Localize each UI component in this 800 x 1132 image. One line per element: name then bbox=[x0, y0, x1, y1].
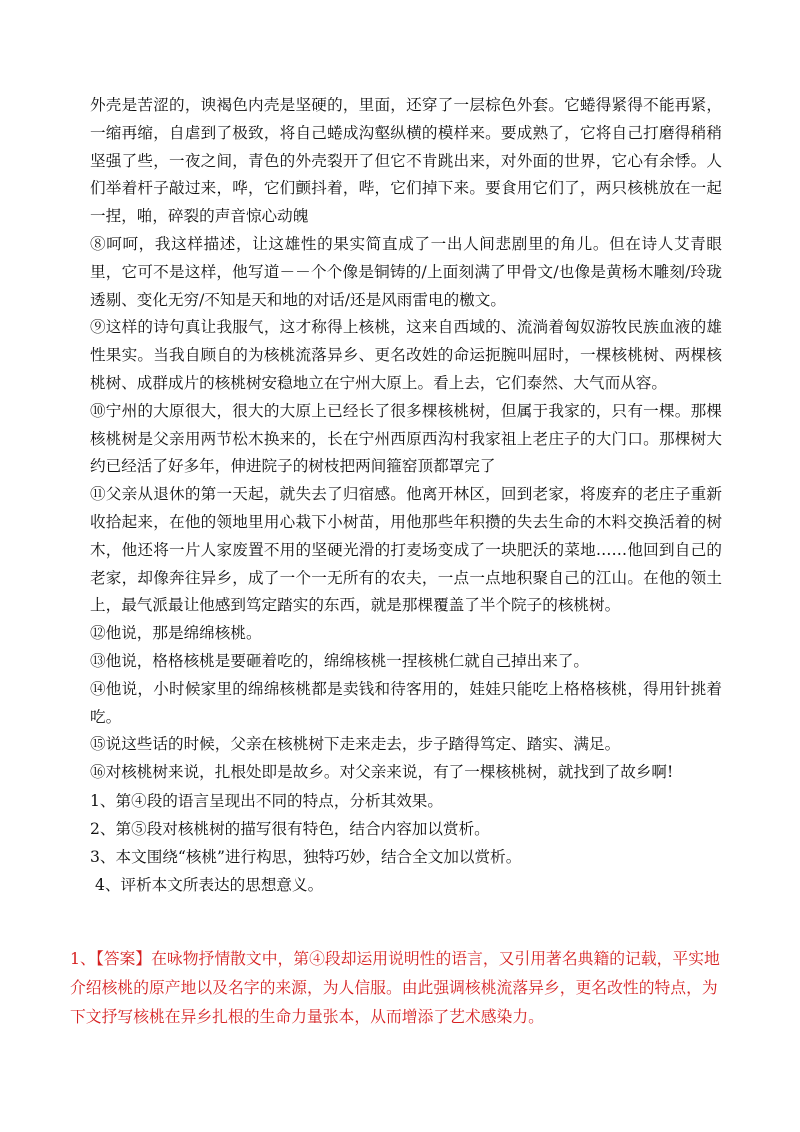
question-1: 1、第④段的语言呈现出不同的特点，分析其效果。 bbox=[90, 791, 443, 810]
answer-1: 1、【答案】在咏物抒情散文中，第④段却运用说明性的语言，又引用著名典籍的记载，平实地介绍核桃的原产地以及名字的来源，为人信服。由此强调核桃流落异乡，更名改性的特点，为下文抒写核桃在异乡扎根的生命力量张本，从而增添了艺术感染力。 bbox=[70, 949, 720, 1026]
passage-paragraph-11: ⑪父亲从退休的第一天起，就失去了归宿感。他离开林区，回到老家，将废弃的老庄子重新收拾起来，在他的领地里用心栽下小树苗，用他那些年积攒的失去生命的木料交换活着的树木，他还将一片人家废置不用的坚硬光滑的打麦场变成了一块肥沃的菜地……他回到自己的老家，却像奔往异乡，成了一个一无所有的农夫，一点一点地积聚自己的江山。在他的领土上，最气派最让他感到笃定踏实的东西，就是那棵覆盖了半个院子的核桃树。 bbox=[90, 485, 722, 615]
passage-paragraph-16: ⑯对核桃树来说，扎根处即是故乡。对父亲来说，有了一棵核桃树，就找到了故乡啊! bbox=[90, 763, 674, 782]
question-3: 3、本文围绕“核桃”进行构思，独特巧妙，结合全文加以赏析。 bbox=[90, 847, 522, 866]
passage-paragraph-continued: 外壳是苦涩的，谀褐色内壳是坚硬的，里面，还穿了一层棕色外套。它蜷得紧得不能再紧，一缩再缩，自虐到了极致，将自己蜷成沟壑纵横的模样来。要成熟了，它将自己打磨得稍稍坚强了些，一夜之间，青色的外壳裂开了但它不肯跳出来，对外面的世界，它心有余悸。人们举着杆子敲过来，哗，它们颤抖着，哔，它们掉下来。要食用它们了，两只核桃放在一起一捏，啪，碎裂的声音惊心动魄 bbox=[90, 96, 722, 226]
passage-paragraph-14: ⑭他说，小时候家里的绵绵核桃都是卖钱和待客用的，娃娃只能吃上格格核桃，得用针挑着吃。 bbox=[90, 679, 722, 726]
passage-paragraph-15: ⑮说这些话的时候，父亲在核桃树下走来走去，步子踏得笃定、踏实、满足。 bbox=[90, 735, 621, 754]
question-4: 4、评析本文所表达的思想意义。 bbox=[90, 875, 324, 894]
passage-paragraph-12: ⑫他说，那是绵绵核桃。 bbox=[90, 624, 262, 643]
passage-paragraph-8: ⑧呵呵，我这样描述，让这雄性的果实简直成了一出人间悲剧里的角儿。但在诗人艾青眼里，它可不是这样，他写道－－个个像是铜铸的/上面刻满了甲骨文/也像是黄杨木雕刻/玲珑透剔、变化无穷/不知是天和地的对话/还是风雨雷电的檄文。 bbox=[90, 234, 722, 309]
passage bbox=[90, 92, 722, 899]
passage-paragraph-9: ⑨这样的诗句真让我服气，这才称得上核桃，这来自西域的、流淌着匈奴游牧民族血液的雄性果实。当我自顾自的为核桃流落异乡、更名改姓的命运扼腕叫屈时，一棵核桃树、两棵核桃树、成群成片的核桃树安稳地立在宁州大原上。看上去，它们泰然、大气而从容。 bbox=[90, 318, 722, 392]
question-2: 2、第⑤段对核桃树的描写很有特色，结合内容加以赏析。 bbox=[90, 819, 490, 838]
passage-paragraph-10: ⑩宁州的大原很大，很大的大原上已经长了很多棵核桃树，但属于我家的，只有一棵。那棵核桃树是父亲用两节松木换来的，长在宁州西原西沟村我家祖上老庄子的大门口。那棵树大约已经活了好多年，伸进院子的树枝把两间箍窑顶都罩完了 bbox=[90, 401, 722, 476]
passage-paragraph-13: ⑬他说，格格核桃是要砸着吃的，绵绵核桃一捏核桃仁就自己掉出来了。 bbox=[90, 651, 590, 670]
